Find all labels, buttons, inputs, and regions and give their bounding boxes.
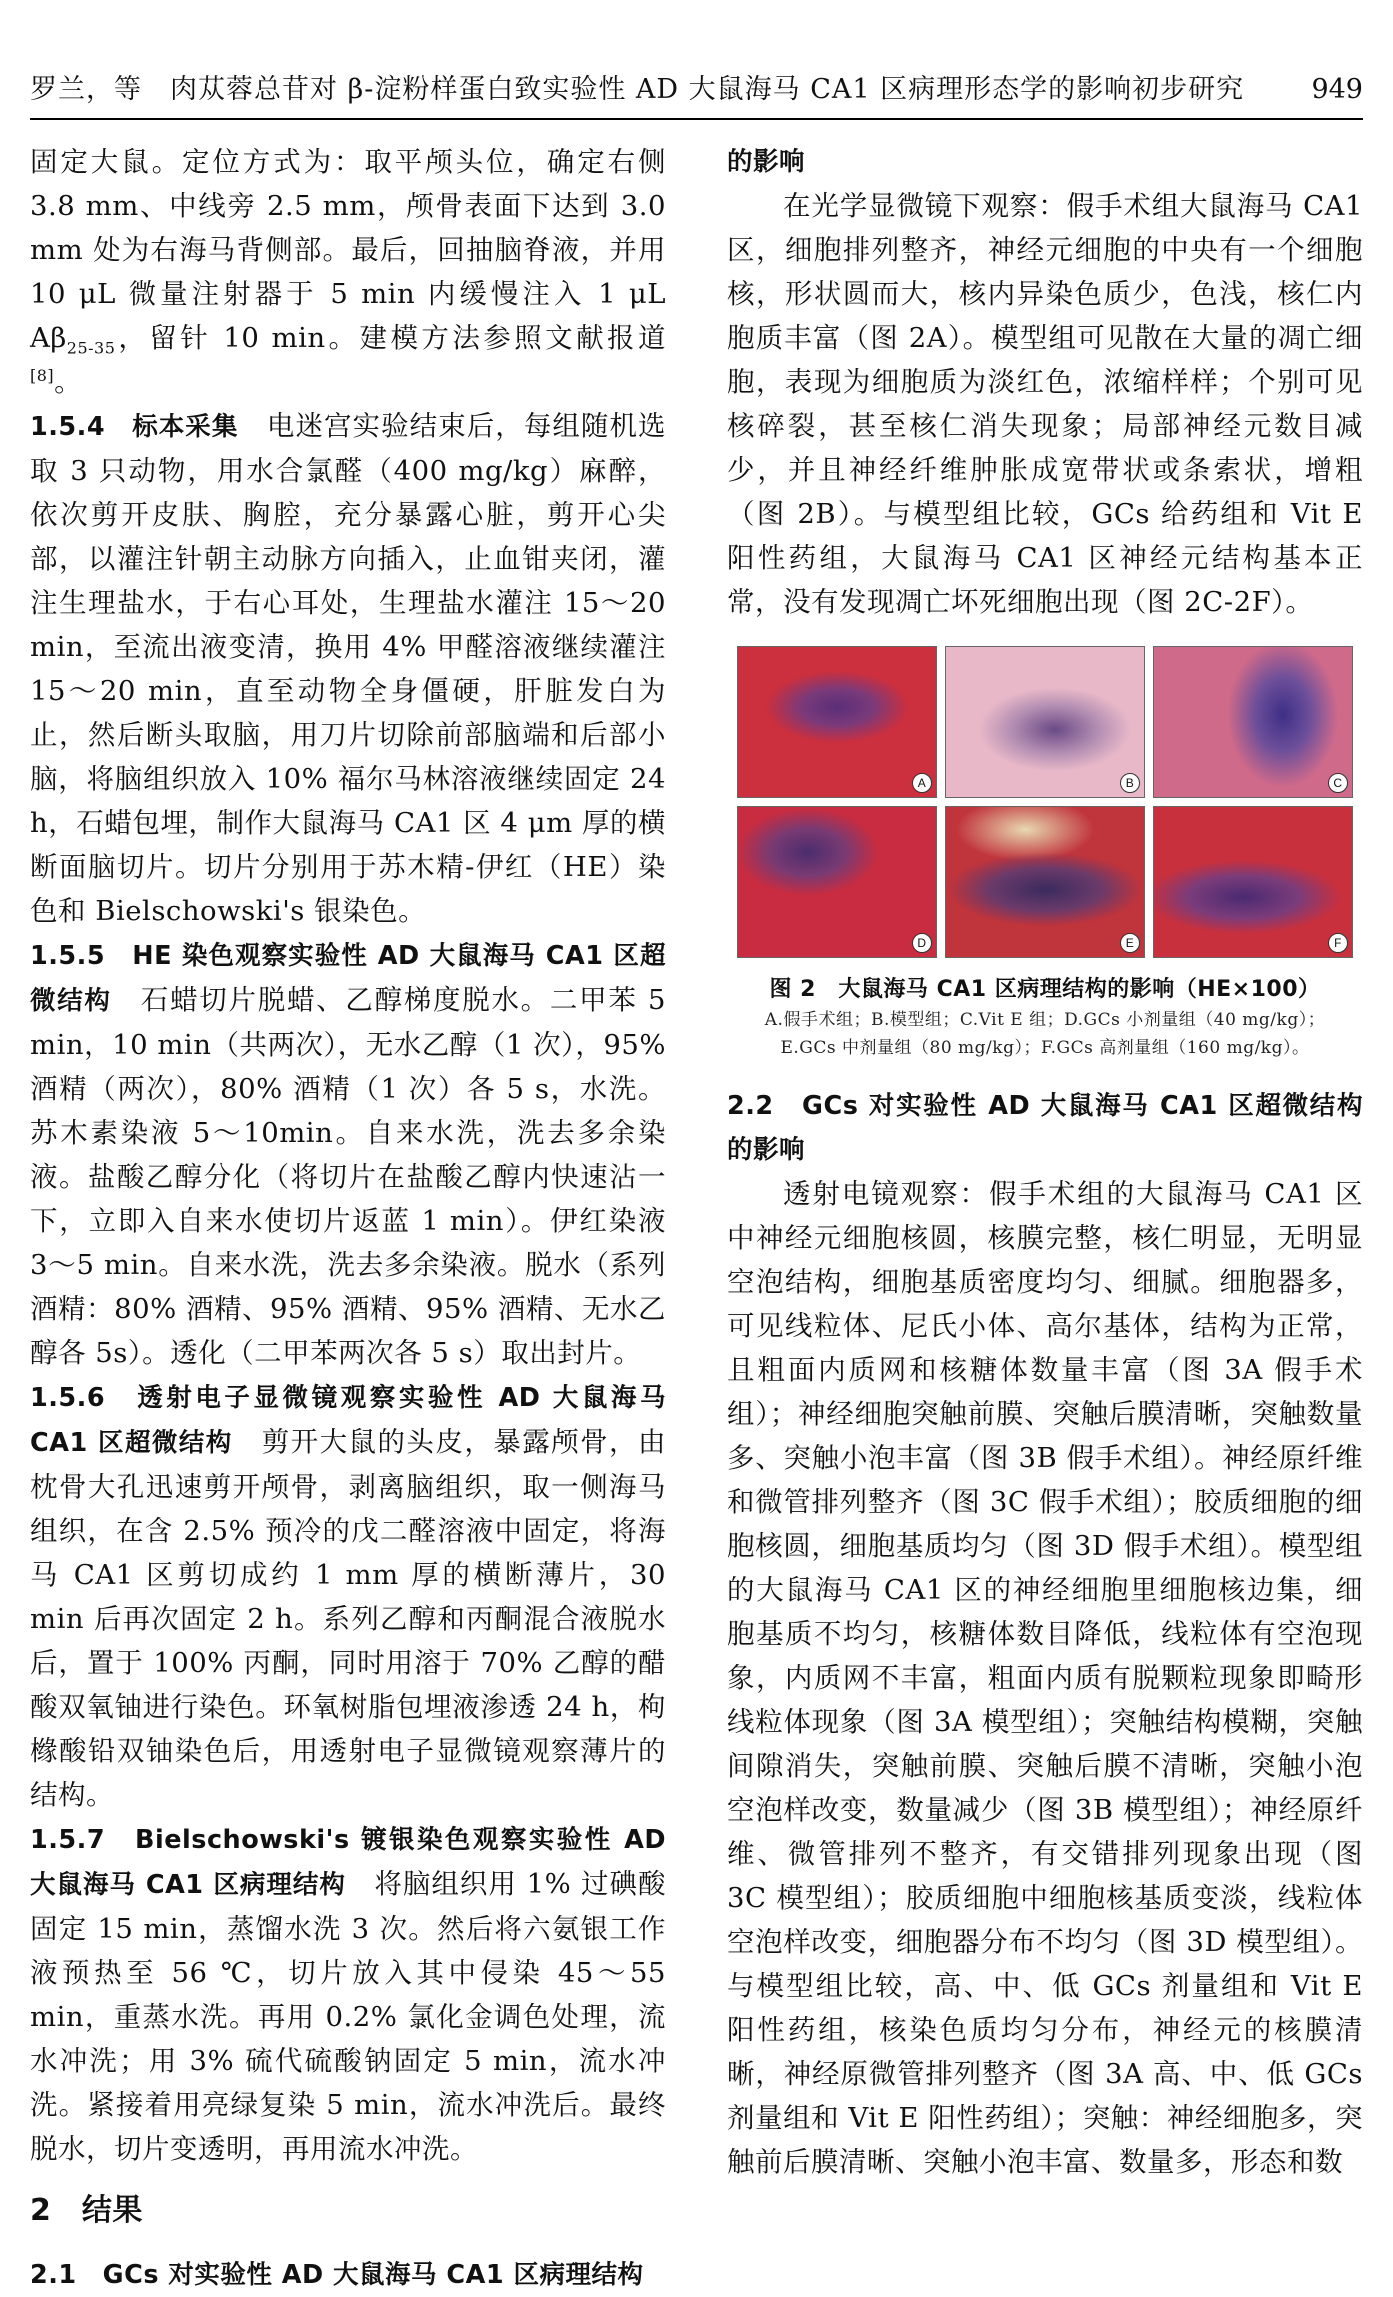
section-1-5-7-body: 将脑组织用 1% 过碘酸固定 15 min，蒸馏水洗 3 次。然后将六氨银工作液预热至 56 ℃，切片放入其中侵染 45～55 min，重蒸水洗。再用 0.2% 氯化金调色处理，流水冲洗；用 3% 硫代硫酸钠固定 5 min，流水冲洗。紧接着用亮绿复染 5 min，流水冲洗后。最终脱水，切片变透明，再用流水冲洗。 [30, 1868, 667, 2165]
figure-2-panels [727, 646, 1363, 958]
micrograph-panel-e [945, 806, 1145, 958]
left-column [30, 140, 666, 2297]
micrograph-panel-a [737, 646, 937, 798]
section-1-5-6 [30, 1375, 666, 1817]
section-1-5-7-heading: 1.5.7 Bielschowski's 镀银染色观察实验性 AD 大鼠海马 CA1 区病理结构 [30, 1825, 666, 1900]
section-1-5-6-heading: 1.5.6 透射电子显微镜观察实验性 AD 大鼠海马 CA1 区超微结构 [30, 1383, 666, 1458]
panel-label-e: E [1120, 933, 1140, 953]
abeta-subscript: 25-35 [66, 338, 116, 358]
page-number: 949 [1311, 74, 1363, 105]
section-1-5-7 [30, 1817, 666, 2171]
panel-label-a: A [912, 773, 932, 793]
panel-label-c: C [1328, 773, 1348, 793]
paragraph-1 [30, 140, 666, 404]
micrograph-panel-c [1153, 646, 1353, 798]
section-1-5-4-body: 电迷宫实验结束后，每组随机选取 3 只动物，用水合氯醛（400 mg/kg）麻醉，依次剪开皮肤、胸腔，充分暴露心脏，剪开心尖部，以灌注针朝主动脉方向插入，止血钳夹闭，灌注生理盐水，于右心耳处，生理盐水灌注 15～20 min，至流出液变清，换用 4% 甲醛溶液继续灌注 15～20 min，直至动物全身僵硬，肝脏发白为止，然后断头取脑，用刀片切除前部脑端和后部小脑，将脑组织放入 10% 福尔马林溶液继续固定 24 h，石蜡包埋，制作大鼠海马 CA1 区 4 μm 厚的横断面脑切片。切片分别用于苏木精-伊红（HE）染色和 Bielschowski's 银染色。 [30, 410, 666, 927]
running-header [30, 62, 1363, 120]
figure-2-note-line-1: A.假手术组；B.模型组；C.Vit E 组；D.GCs 小剂量组（40 mg/kg）； [764, 1010, 1326, 1030]
micrograph-panel-d [737, 806, 937, 958]
section-1-5-5 [30, 933, 666, 1375]
panel-label-b: B [1120, 773, 1140, 793]
figure-2-caption: 图 2 大鼠海马 CA1 区病理结构的影响（HE×100） [769, 977, 1321, 1002]
section-1-5-6-body: 剪开大鼠的头皮，暴露颅骨，由枕骨大孔迅速剪开颅骨，剥离脑组织，取一侧海马组织，在含 2.5% 预冷的戊二醛溶液中固定，将海马 CA1 区剪切成约 1 mm 厚的横断薄片，30 min 后再次固定 2 h。系列乙醇和丙酮混合液脱水后，置于 100% 丙酮，同时用溶于 70% 乙醇的醋酸双氧铀进行染色。环氧树脂包埋液渗透 24 h，枸橼酸铅双铀染色后，用透射电子显微镜观察薄片的结构。 [30, 1426, 667, 1811]
section-2-2-body: 透射电镜观察：假手术组的大鼠海马 CA1 区中神经元细胞核圆，核膜完整，核仁明显，无明显空泡结构，细胞基质密度均匀、细腻。细胞器多，可见线粒体、尼氏小体、高尔基体，结构为正常，且粗面内质网和核糖体数量丰富（图 3A 假手术组）；神经细胞突触前膜、突触后膜清晰，突触数量多、突触小泡丰富（图 3B 假手术组）。神经原纤维和微管排列整齐（图 3C 假手术组）；胶质细胞的细胞核圆，细胞基质均匀（图 3D 假手术组）。模型组的大鼠海马 CA1 区的神经细胞里细胞核边集，细胞基质不均匀，核糖体数目降低，线粒体有空泡现象，内质网不丰富，粗面内质有脱颗粒现象即畸形线粒体现象（图 3A 模型组）；突触结构模糊，突触间隙消失，突触前膜、突触后膜不清晰，突触小泡空泡样改变，数量减少（图 3B 模型组）；神经原纤维、微管排列不整齐，有交错排列现象出现（图 3C 模型组）；胶质细胞中细胞核基质变淡，线粒体空泡样改变，细胞器分布不均匀（图 3D 模型组）。与模型组比较，高、中、低 GCs 剂量组和 Vit E 阳性药组，核染色质均匀分布，神经元的核膜清晰，神经原微管排列整齐（图 3A 高、中、低 GCs 剂量组和 Vit E 阳性药组）；突触：神经细胞多，突触前后膜清晰、突触小泡丰富、数量多，形态和数 [727, 1178, 1363, 2178]
micrograph-panel-f [1153, 806, 1353, 958]
section-1-5-4 [30, 404, 666, 933]
section-2-1-body: 在光学显微镜下观察：假手术组大鼠海马 CA1 区，细胞排列整齐，神经元细胞的中央有一个细胞核，形状圆而大，核内异染色质少，色浅，核仁内胞质丰富（图 2A）。模型组可见散在大量的凋亡细胞，表现为细胞质为淡红色，浓缩样样；个别可见核碎裂，甚至核仁消失现象；局部神经元数目减少，并且神经纤维肿胀成宽带状或条索状，增粗（图 2B）。与模型组比较，GCs 给药组和 Vit E 阳性药组，大鼠海马 CA1 区神经元结构基本正常，没有发现凋亡坏死细胞出现（图 2C-2F）。 [727, 190, 1363, 618]
paragraph-1-end: 。 [54, 366, 83, 398]
micrograph-panel-b [945, 646, 1145, 798]
section-1-5-4-heading: 1.5.4 标本采集 [30, 412, 239, 442]
section-2-heading: 2 结果 [30, 2193, 143, 2228]
paragraph-1-tail: ，留针 10 min。建模方法参照文献报道 [115, 322, 666, 354]
running-title: 罗兰，等 肉苁蓉总苷对 β-淀粉样蛋白致实验性 AD 大鼠海马 CA1 区病理形态学的影响初步研究 [30, 74, 1245, 105]
section-2-1-heading-continued: 的影响 [727, 147, 806, 177]
right-column [727, 140, 1363, 2184]
panel-label-f: F [1328, 933, 1348, 953]
section-1-5-5-heading: 1.5.5 HE 染色观察实验性 AD 大鼠海马 CA1 区超微结构 [30, 941, 666, 1016]
reference-8: [8] [30, 365, 55, 385]
figure-2 [727, 646, 1363, 1062]
section-2-2-heading: 2.2 GCs 对实验性 AD 大鼠海马 CA1 区超微结构的影响 [727, 1091, 1363, 1165]
panel-label-d: D [912, 933, 932, 953]
figure-2-note-line-2: E.GCs 中剂量组（80 mg/kg）；F.GCs 高剂量组（160 mg/kg）。 [780, 1038, 1310, 1058]
paragraph-1-text: 固定大鼠。定位方式为：取平颅头位，确定右侧 3.8 mm、中线旁 2.5 mm，颅骨表面下达到 3.0 mm 处为右海马背侧部。最后，回抽脑脊液，并用 10 μL 微量注射器于 5 min 内缓慢注入 1 μL Aβ [30, 146, 666, 354]
section-1-5-5-body: 石蜡切片脱蜡、乙醇梯度脱水。二甲苯 5 min，10 min（共两次），无水乙醇（1 次），95% 酒精（两次），80% 酒精（1 次）各 5 s，水洗。苏木素染液 5～10min。自来水洗，洗去多余染液。盐酸乙醇分化（将切片在盐酸乙醇内快速沾一下，立即入自来水使切片返蓝 1 min）。伊红染液 3～5 min。自来水洗，洗去多余染液。脱水（系列酒精：80% 酒精、95% 酒精、95% 酒精、无水乙醇各 5s）。透化（二甲苯两次各 5 s）取出封片。 [30, 984, 666, 1369]
section-2-1-heading: 2.1 GCs 对实验性 AD 大鼠海马 CA1 区病理结构 [30, 2260, 644, 2290]
